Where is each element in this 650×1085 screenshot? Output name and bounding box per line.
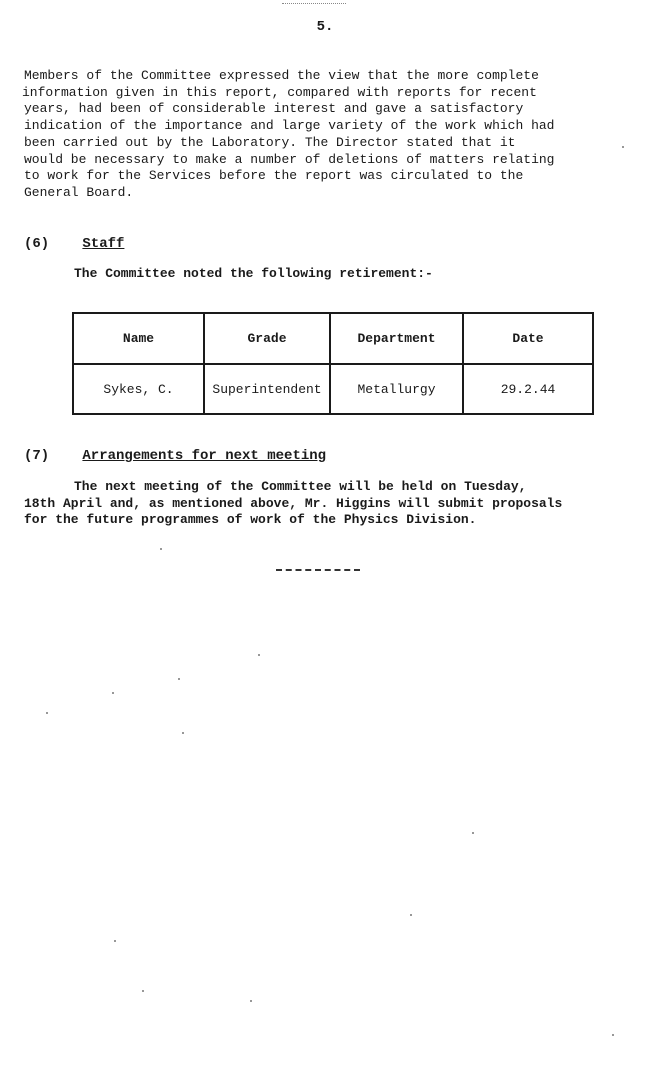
scan-speck bbox=[112, 692, 114, 694]
scan-speck bbox=[410, 914, 412, 916]
text-line: The next meeting of the Committee will be held on Tuesday, bbox=[74, 479, 527, 494]
scan-speck bbox=[250, 1000, 252, 1002]
scan-speck bbox=[258, 654, 260, 656]
retirement-table bbox=[72, 312, 594, 415]
scan-speck bbox=[472, 832, 474, 834]
text-line: Members of the Committee expressed the view that the more complete bbox=[24, 68, 539, 83]
cell-grade: Superintendent bbox=[204, 364, 330, 414]
cell-name: Sykes, C. bbox=[73, 364, 204, 414]
text-line: been carried out by the Laboratory. The Director stated that it bbox=[24, 134, 516, 150]
paragraph-next-meeting bbox=[24, 479, 606, 529]
text-line: General Board. bbox=[24, 184, 134, 200]
page-top-mark bbox=[282, 0, 346, 4]
scan-speck bbox=[622, 146, 624, 148]
text-line: would be necessary to make a number of deletions of matters relating bbox=[24, 151, 555, 167]
section-heading-staff bbox=[24, 236, 124, 252]
scan-speck bbox=[46, 712, 48, 714]
section-number: (6) bbox=[24, 236, 50, 252]
text-line: years, had been of considerable interest and gave a satisfactory bbox=[24, 101, 524, 117]
paragraph-committee-view bbox=[24, 68, 606, 202]
text-line: indication of the importance and large variety of the work which had bbox=[24, 118, 555, 134]
section-title: Arrangements for next meeting bbox=[82, 448, 327, 464]
text-line: to work for the Services before the report was circulated to the bbox=[24, 168, 524, 184]
end-rule bbox=[276, 569, 360, 571]
table-row bbox=[73, 364, 593, 414]
section-number: (7) bbox=[24, 448, 50, 464]
scan-speck bbox=[182, 732, 184, 734]
scan-speck bbox=[178, 678, 180, 680]
column-header-department: Department bbox=[330, 313, 463, 364]
section-title: Staff bbox=[82, 236, 125, 252]
column-header-name: Name bbox=[73, 313, 204, 364]
retirement-note: The Committee noted the following retirement:- bbox=[74, 266, 433, 281]
scan-speck bbox=[114, 940, 116, 942]
cell-date: 29.2.44 bbox=[463, 364, 593, 414]
column-header-grade: Grade bbox=[204, 313, 330, 364]
section-heading-next-meeting bbox=[24, 448, 326, 464]
scan-speck bbox=[160, 548, 162, 550]
column-header-date: Date bbox=[463, 313, 593, 364]
cell-department: Metallurgy bbox=[330, 364, 463, 414]
text-line: for the future programmes of work of the Physics Division. bbox=[24, 512, 477, 528]
text-line: 18th April and, as mentioned above, Mr. Higgins will submit proposals bbox=[24, 495, 563, 511]
scan-speck bbox=[142, 990, 144, 992]
page-number: 5. bbox=[316, 19, 334, 35]
text-line: information given in this report, compared with reports for recent bbox=[22, 84, 537, 100]
table-header-row bbox=[73, 313, 593, 364]
scan-speck bbox=[612, 1034, 614, 1036]
